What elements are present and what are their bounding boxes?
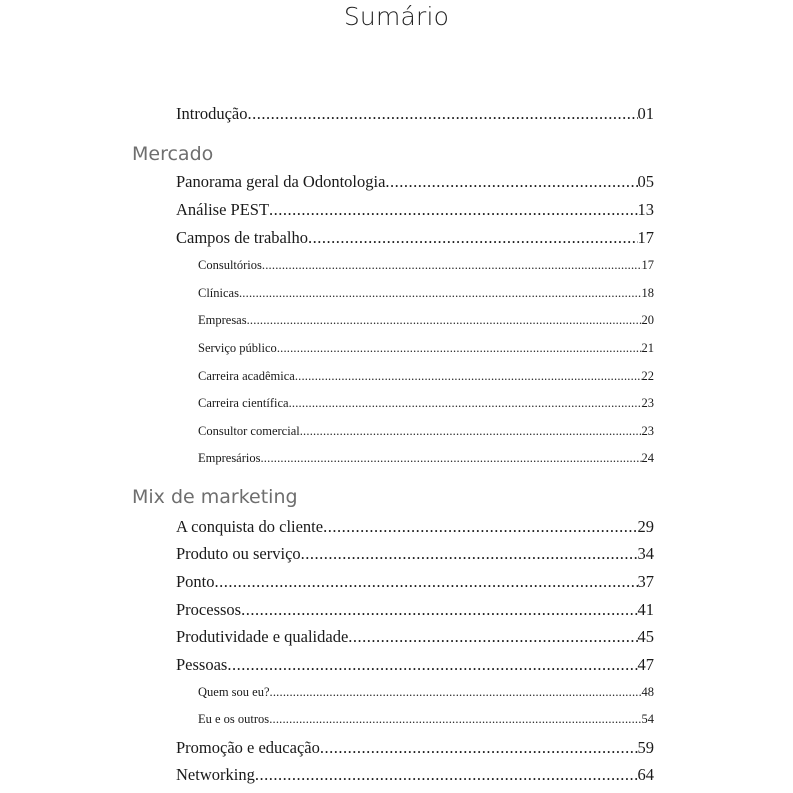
toc-leader-dots [320,738,638,758]
section-heading-mercado: Mercado [132,143,214,165]
toc-subentry-carreira-academica[interactable] [198,369,654,387]
toc-entry-page: 23 [641,396,654,410]
toc-entry-label: Consultor comercial [198,424,300,438]
toc-entry-page: 29 [637,517,654,536]
toc-entry-produtividade-e-qualidade[interactable] [176,627,654,649]
toc-entry-label: Eu e os outros [198,712,270,726]
toc-leader-dots [301,544,638,564]
toc-subentry-empresarios[interactable] [198,451,654,469]
toc-subentry-consultorios[interactable] [198,258,654,276]
toc-entry-page: 13 [637,200,654,219]
toc-entry-page: 64 [637,765,654,784]
toc-entry-page: 59 [637,738,654,757]
toc-entry-page: 47 [637,655,654,674]
toc-entry-promocao-e-educacao[interactable] [176,738,654,760]
toc-entry-networking[interactable] [176,765,654,787]
toc-leader-dots [348,627,637,647]
toc-leader-dots [269,712,641,727]
toc-entry-label: Produtividade e qualidade [176,627,349,646]
toc-entry-label: Empresas [198,313,247,327]
toc-entry-label: Campos de trabalho [176,228,308,247]
toc-leader-dots [255,765,638,785]
toc-entry-page: 01 [637,104,654,123]
toc-subentry-quem-sou-eu[interactable] [198,685,654,703]
toc-entry-label: Consultórios [198,258,262,272]
toc-entry-analise-pest[interactable] [176,200,654,222]
toc-entry-page: 17 [637,228,654,247]
toc-leader-dots [270,685,642,700]
toc-entry-page: 21 [641,341,654,355]
toc-entry-page: 20 [641,313,654,327]
toc-entry-page: 48 [641,685,654,699]
toc-entry-ponto[interactable] [176,572,654,594]
toc-entry-label: Introdução [176,104,248,123]
toc-subentry-servico-publico[interactable] [198,341,654,359]
toc-entry-page: 37 [637,572,654,591]
toc-leader-dots [215,572,638,592]
toc-entry-produto-ou-servico[interactable] [176,544,654,566]
toc-leader-dots [227,655,637,675]
toc-leader-dots [260,451,641,466]
toc-entry-page: 05 [637,172,654,191]
toc-subentry-consultor-comercial[interactable] [198,424,654,442]
toc-leader-dots [262,258,642,273]
toc-entry-label: Produto ou serviço [176,544,301,563]
toc-entry-label: Panorama geral da Odontologia [176,172,386,191]
toc-entry-pessoas[interactable] [176,655,654,677]
toc-entry-label: Networking [176,765,255,784]
toc-entry-page: 24 [641,451,654,465]
toc-leader-dots [269,200,637,220]
toc-entry-label: Quem sou eu? [198,685,270,699]
toc-subentry-eu-e-os-outros[interactable] [198,712,654,730]
page-title: Sumário [343,2,450,31]
toc-subentry-clinicas[interactable] [198,286,654,304]
toc-entry-label: Promoção e educação [176,738,320,757]
toc-entry-label: A conquista do cliente [176,517,324,536]
toc-entry-page: 41 [637,600,654,619]
toc-leader-dots [323,517,637,537]
toc-leader-dots [241,600,637,620]
toc-entry-page: 22 [641,369,654,383]
toc-entry-label: Clínicas [198,286,239,300]
toc-entry-page: 54 [641,712,654,726]
toc-leader-dots [277,341,642,356]
toc-entry-page: 23 [641,424,654,438]
toc-entry-page: 45 [637,627,654,646]
toc-entry-label: Empresários [198,451,261,465]
toc-leader-dots [295,369,642,384]
toc-entry-label: Pessoas [176,655,228,674]
toc-leader-dots [300,424,642,439]
toc-entry-processos[interactable] [176,600,654,622]
toc-entry-introducao[interactable] [176,104,654,126]
toc-entry-label: Processos [176,600,242,619]
toc-leader-dots [247,104,637,124]
toc-leader-dots [239,286,642,301]
toc-entry-page: 34 [637,544,654,563]
toc-subentry-empresas[interactable] [198,313,654,331]
toc-leader-dots [308,228,638,248]
toc-entry-page: 17 [641,258,654,272]
toc-entry-label: Serviço público [198,341,277,355]
toc-leader-dots [385,172,637,192]
toc-entry-label: Ponto [176,572,215,591]
toc-entry-label: Análise PEST [176,200,270,219]
toc-entry-panorama[interactable] [176,172,654,194]
toc-entry-label: Carreira científica [198,396,289,410]
toc-entry-campos-de-trabalho[interactable] [176,228,654,250]
toc-entry-conquista-do-cliente[interactable] [176,517,654,539]
toc-subentry-carreira-cientifica[interactable] [198,396,654,414]
toc-leader-dots [247,313,642,328]
section-heading-mix-de-marketing: Mix de marketing [132,486,298,508]
toc-entry-label: Carreira acadêmica [198,369,295,383]
toc-entry-page: 18 [641,286,654,300]
toc-leader-dots [289,396,642,411]
